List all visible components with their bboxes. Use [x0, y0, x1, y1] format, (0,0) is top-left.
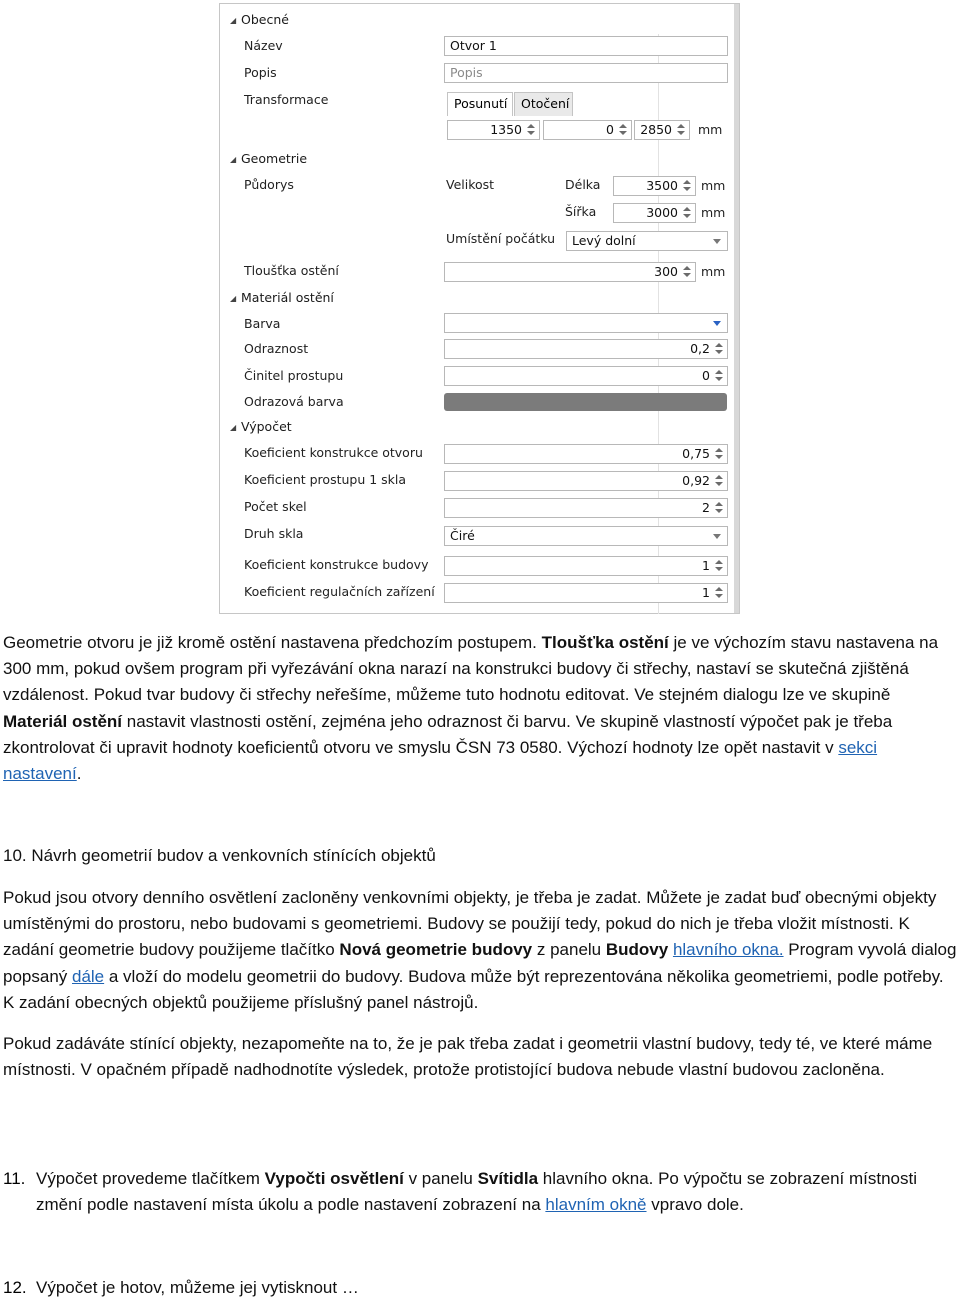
width-label: Šířka — [565, 204, 597, 219]
spinner-icon[interactable] — [715, 501, 724, 515]
category-material[interactable]: ◢ Materiál ostění — [230, 289, 334, 307]
length-label: Délka — [565, 177, 601, 192]
chevron-down-icon[interactable] — [713, 534, 721, 539]
k-building-field[interactable]: 1 — [444, 556, 728, 576]
k-construction-label: Koeficient konstrukce otvoru — [244, 445, 423, 460]
length-field[interactable]: 3500 — [613, 176, 696, 196]
reveal-thickness-field[interactable]: 300 — [444, 262, 696, 282]
category-general[interactable]: ◢ Obecné — [230, 11, 289, 29]
spinner-icon[interactable] — [715, 447, 724, 461]
reveal-thickness-label: Tloušťka ostění — [244, 263, 339, 278]
property-grid-panel — [219, 3, 740, 614]
collapse-triangle-icon[interactable]: ◢ — [230, 423, 237, 432]
unit-mm: mm — [701, 178, 726, 193]
name-label: Název — [244, 38, 283, 53]
glass-type-label: Druh skla — [244, 526, 304, 541]
transform-label: Transformace — [244, 92, 329, 107]
reflectance-field[interactable]: 0,2 — [444, 339, 728, 359]
spinner-icon[interactable] — [715, 586, 724, 600]
unit-mm: mm — [701, 205, 726, 220]
spinner-icon[interactable] — [677, 123, 686, 137]
paragraph-reveal-info: Geometrie otvoru je již kromě ostění nastavena předchozím postupem. Tloušťka ostění je ve výchozím stavu nastavena na 300 mm, pokud ovšem program při vyřezávání okna narazí na konstrukci budovy či střechy, nastaví se skutečná zjištěná vzdálenost. Pokud tvar budovy či střechy neřešíme, můžeme tuto hodnotu editovat. Ve stejném dialogu lze ve skupině Materiál ostění nastavit vlastnosti ostění, zejména jeho odraznost či barvu. Ve skupině vlastností výpočet pak je třeba zkontrolovat či upravit hodnoty koeficientů otvoru ve smyslu ČSN 73 0580. Výchozí hodnoty lze opět nastavit v sekci nastavení. — [3, 633, 939, 784]
tab-shift[interactable]: Posunutí — [447, 92, 513, 116]
step-text-11: Výpočet provedeme tlačítkem Vypočti osvětlení v panelu Svítidla hlavního okna. Po výpočtu se zobrazení místnosti změní podle nastavení místa úkolu a podle nastavení zobrazení na hlavním okně vpravo dole. — [36, 1169, 917, 1215]
description-field[interactable]: Popis — [444, 63, 728, 83]
unit-mm: mm — [698, 122, 723, 137]
link-below[interactable]: dále — [72, 966, 105, 986]
panel-scrollbar[interactable] — [734, 4, 739, 613]
section-heading-10: 10. Návrh geometrií budov a venkovních stínících objektů — [3, 846, 436, 865]
spinner-icon[interactable] — [715, 559, 724, 573]
spinner-icon[interactable] — [619, 123, 628, 137]
link-settings-section[interactable]: sekci nastavení — [3, 737, 878, 784]
chevron-down-icon[interactable] — [713, 321, 721, 326]
spinner-icon[interactable] — [683, 179, 692, 193]
paragraph-shading-note: Pokud zadáváte stínící objekty, nezapomeňte na to, že je pak třeba zadat i geometrii vlastní budovy, tedy té, ve které máme místnosti. V opačném případě nadhodnotíte výsledek, protože protistojící budova nebude vlastní budovou zacloněna. — [3, 1034, 933, 1080]
tab-rotate[interactable]: Otočení — [514, 92, 573, 116]
origin-select[interactable]: Levý dolní — [566, 231, 728, 251]
glass-count-label: Počet skel — [244, 499, 307, 514]
reflectance-label: Odraznost — [244, 341, 309, 356]
shift-y-field[interactable]: 0 — [543, 120, 632, 140]
reflected-color-swatch[interactable] — [444, 393, 727, 411]
description-label: Popis — [244, 65, 277, 80]
step-text-12: Výpočet je hotov, můžeme jej vytisknout … — [36, 1278, 359, 1297]
link-main-window[interactable]: hlavního okna. — [672, 940, 784, 960]
glass-type-select[interactable]: Čiré — [444, 526, 728, 546]
k-construction-field[interactable]: 0,75 — [444, 444, 728, 464]
paragraph-buildings: Pokud jsou otvory denního osvětlení zacloněny venkovními objekty, je třeba je zadat. Můžete je zadat buď obecnými objekty umístěnými do prostoru, nebo budovami s geometriemi. Budovy se použijí tedy, pokud do nich je třeba vložit místnosti. K zadání geometrie budovy použijeme tlačítko Nová geometrie budovy z panelu Budovy hlavního okna. Program vyvolá dialog popsaný dále a vloží do modelu geometrii do budovy. Budova může být reprezentována několika geometriemi, podle potřeby. K zadání obecných objektů použijeme příslušný panel nástrojů. — [3, 888, 957, 1012]
spinner-icon[interactable] — [715, 369, 724, 383]
unit-mm: mm — [701, 264, 726, 279]
origin-label: Umístění počátku — [446, 231, 556, 246]
shift-z-field[interactable]: 2850 — [634, 120, 690, 140]
spinner-icon[interactable] — [715, 474, 724, 488]
k-building-label: Koeficient konstrukce budovy — [244, 557, 429, 572]
glass-count-field[interactable]: 2 — [444, 498, 728, 518]
k-glass-field[interactable]: 0,92 — [444, 471, 728, 491]
width-field[interactable]: 3000 — [613, 203, 696, 223]
step-number-11: 11. — [3, 1169, 26, 1188]
plan-label: Půdorys — [244, 177, 294, 192]
shift-x-field[interactable]: 1350 — [447, 120, 540, 140]
chevron-down-icon[interactable] — [713, 239, 721, 244]
collapse-triangle-icon[interactable]: ◢ — [230, 294, 237, 303]
spinner-icon[interactable] — [715, 342, 724, 356]
name-field[interactable]: Otvor 1 — [444, 36, 728, 56]
collapse-triangle-icon[interactable]: ◢ — [230, 155, 237, 164]
category-calculation[interactable]: ◢ Výpočet — [230, 418, 292, 436]
spinner-icon[interactable] — [527, 123, 536, 137]
k-regulation-field[interactable]: 1 — [444, 583, 728, 603]
spinner-icon[interactable] — [683, 265, 692, 279]
collapse-triangle-icon[interactable]: ◢ — [230, 16, 237, 25]
reflected-color-label: Odrazová barva — [244, 394, 344, 409]
k-glass-label: Koeficient prostupu 1 skla — [244, 472, 407, 487]
spinner-icon[interactable] — [683, 206, 692, 220]
color-label: Barva — [244, 316, 281, 331]
transmittance-label: Činitel prostupu — [244, 368, 344, 383]
step-number-12: 12. — [3, 1278, 27, 1297]
k-regulation-label: Koeficient regulačních zařízení — [244, 584, 435, 599]
size-label: Velikost — [446, 177, 495, 192]
color-select[interactable] — [444, 313, 728, 333]
link-main-window-2[interactable]: hlavním okně — [545, 1195, 647, 1215]
category-geometry[interactable]: ◢ Geometrie — [230, 150, 307, 168]
transmittance-field[interactable]: 0 — [444, 366, 728, 386]
